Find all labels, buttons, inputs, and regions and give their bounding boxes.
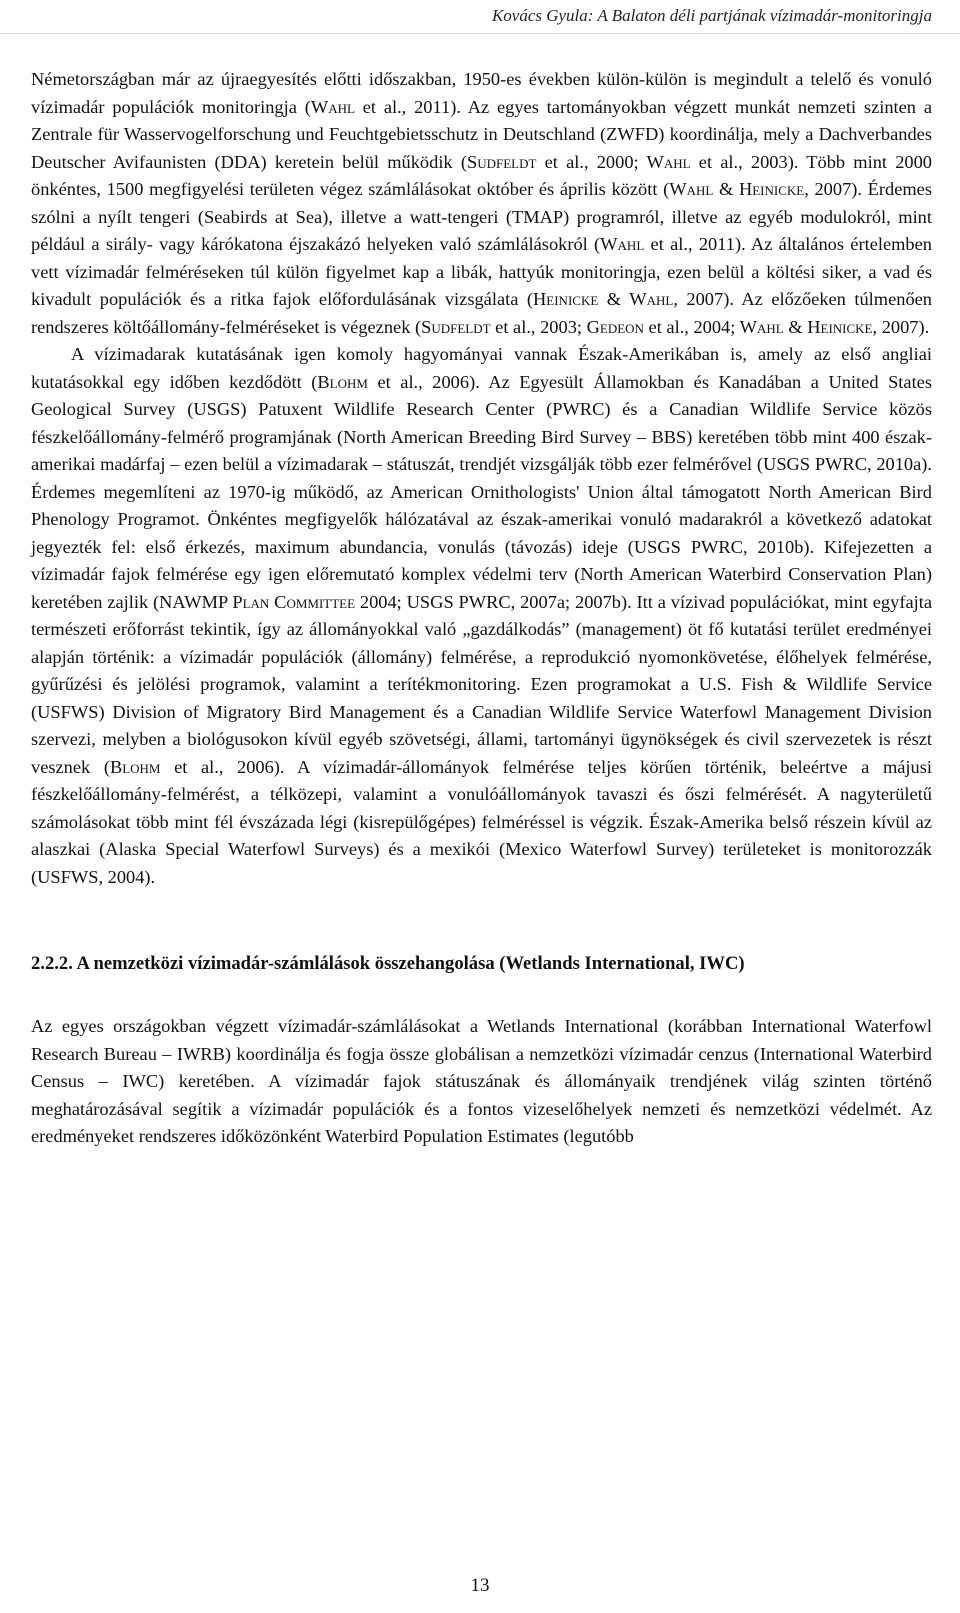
author-name-smallcaps: ahl — [756, 316, 784, 337]
text-run: , 2007). — [872, 316, 930, 337]
text-run: Németországban már az újraegyesítés előtti időszakban, 1950-es években külön-külön is megindult a telelő és vonuló vízimadár populációk monitoringja (W — [31, 69, 932, 117]
author-name-smallcaps: udfeldt — [477, 151, 537, 172]
text-run: , 2007). Érdemes szólni a nyílt tengeri (Seabirds at Sea), illetve a watt-tengeri (TMAP) programról, illetve az egyéb modulokról, mint például a sirály- vagy kárókatona éjszakázó helyeken való számlálásokról (W — [31, 179, 932, 254]
text-run: & H — [783, 316, 821, 337]
author-name-smallcaps: ahl — [663, 151, 691, 172]
text-run: et al., 2003). Több mint 2000 önkéntes, 1500 megfigyelési területen végez számlálásokat október és április között (W — [31, 151, 932, 199]
section-heading: 2.2.2. A nemzetközi vízimadár-számlálások összehangolása (Wetlands International, IWC) — [31, 953, 745, 974]
text-run: A vízimadarak kutatásának igen komoly hagyományai vannak Észak-Amerikában is, amely az első angliai kutatásokkal egy időben kezdődött (B — [31, 344, 932, 392]
header-rule — [0, 33, 960, 34]
author-name-smallcaps: udfeldt — [431, 316, 491, 337]
author-name-smallcaps: edeon — [599, 316, 644, 337]
author-name-smallcaps: einicke — [546, 289, 599, 309]
text-run: 2004; USGS PWRC, 2007a; 2007b). Itt a vízivad populációkat, mint egyfajta természeti erőforrást tekintik, így az állományokkal való „gazdálkodás” (management) öt fő kutatási terület eredményei alapján történik: a vízimadár populációk (állomány) felmérése, a reprodukció nyomonkövetése, élőhelyek felmérése, gyűrűzési és jelölési programok, valamint a terítékmonitoring. Ezen programokat a U.S. Fish & Wildlife Service (USFWS) Division of Migratory Bird Management és a Canadian Wildlife Service Waterfowl Management Division szervezi, melyben a biológusokon kívül egyéb szövetségi, állami, tartományi ügynökségek és civil szervezetek is részt vesznek (B — [31, 591, 932, 777]
author-name-smallcaps: einicke — [752, 179, 805, 199]
author-name-smallcaps: einicke — [820, 316, 873, 337]
author-name-smallcaps: ommittee — [286, 591, 356, 612]
author-name-smallcaps: ahl — [328, 96, 355, 117]
body-paragraph-north-america — [31, 341, 932, 891]
text-run: et al., 2011). Az egyes tartományokban végzett munkát nemzeti szinten a Zentrale für Wasservogelforschung und Feuchtgebietsschutz in Deutschland (ZWFD) koordinálja, mely a Dachverbandes Deutscher Avifaunisten (DDA) keretein belül működik (S — [31, 96, 932, 172]
text-run: & W — [598, 289, 647, 309]
author-name-smallcaps: ahl — [617, 234, 645, 254]
author-name-smallcaps: ahl — [646, 289, 674, 309]
author-name-smallcaps: lohm — [329, 371, 368, 392]
text-run: et al., 2000; W — [536, 151, 664, 172]
text-run: et al., 2004; W — [643, 316, 757, 337]
text-run: et al., 2003; G — [490, 316, 600, 337]
page-body — [31, 66, 932, 1151]
author-name-smallcaps: ahl — [686, 179, 714, 199]
text-run: & H — [713, 179, 753, 199]
body-paragraph-germany — [31, 66, 932, 341]
text-run: C — [269, 591, 287, 612]
author-name-smallcaps: lan — [242, 591, 270, 612]
author-name-smallcaps: lohm — [122, 756, 161, 777]
body-paragraph-international: Az egyes országokban végzett vízimadár-számlálásokat a Wetlands International (korábban International Waterfowl Research Bureau – IWRB) koordinálja és fogja össze globálisan a nemzetközi vízimadár cenzus (International Waterbird Census – IWC) keretében. A vízimadár fajok státuszának és állományaik trendjének világ szinten történő meghatározásával segítik a vízimadár populációk és a fontos vizeselőhelyek nemzeti és nemzetközi védelmét. Az eredményeket rendszeres időközönként Waterbird Population Estimates (legutóbb — [31, 1016, 932, 1146]
running-header: Kovács Gyula: A Balaton déli partjának vízimadár-monitoringja — [491, 6, 932, 25]
text-run: et al., 2011). Az általános értelemben vett vízimadár felméréseken túl külön figyelmet kap a libák, hattyúk monitoringja, ezen belül a költési siker, a vad és kivadult populációk és a ritka fajok előfordulásának vizsgálata (H — [31, 234, 932, 309]
page-number: 13 — [470, 1575, 490, 1596]
text-run: et al., 2006). A vízimadár-állományok felmérése teljes körűen történik, beleértve a májusi fészkelőállomány-felmérést, a télközepi, valamint a vonulóállományok tavaszi és őszi felmérését. A nagyterületű számolásokat több mint fél évszázada légi (kisrepülőgépes) felméréssel is végzik. Észak-Amerika belső részein kívül az alaszkai (Alaska Special Waterfowl Surveys) és a mexikói (Mexico Waterfowl Survey) területeket is monitorozzák (USFWS, 2004). — [31, 756, 932, 887]
text-run: et al., 2006). Az Egyesült Államokban és Kanadában a United States Geological Survey (USGS) Patuxent Wildlife Research Center (PWRC) és a Canadian Wildlife Service közös fészkelőállomány-felmérő programjának (North American Breeding Bird Survey – BBS) keretében több mint 400 észak-amerikai madárfaj – ezen belül a vízimadarak – státuszát, trendjét vizsgálják több ezer felmérővel (USGS PWRC, 2010a). Érdemes megemlíteni az 1970-ig működő, az American Ornithologists' Union által támogatott North American Bird Phenology Programot. Önkéntes megfigyelők hálózatával az észak-amerikai vonuló madarakról a következő adatokat jegyezték fel: első érkezés, maximum abundancia, vonulás (távozás) ideje (USGS PWRC, 2010b). Kifejezetten a vízimadár fajok felmérése egy igen előremutató komplex védelmi terv (North American Waterbird Conservation Plan) keretében zajlik (NAWMP P — [31, 371, 932, 612]
text-run: , 2007). Az előzőeken túlmenően rendszeres költőállomány-felméréseket is végeznek (S — [31, 289, 933, 337]
